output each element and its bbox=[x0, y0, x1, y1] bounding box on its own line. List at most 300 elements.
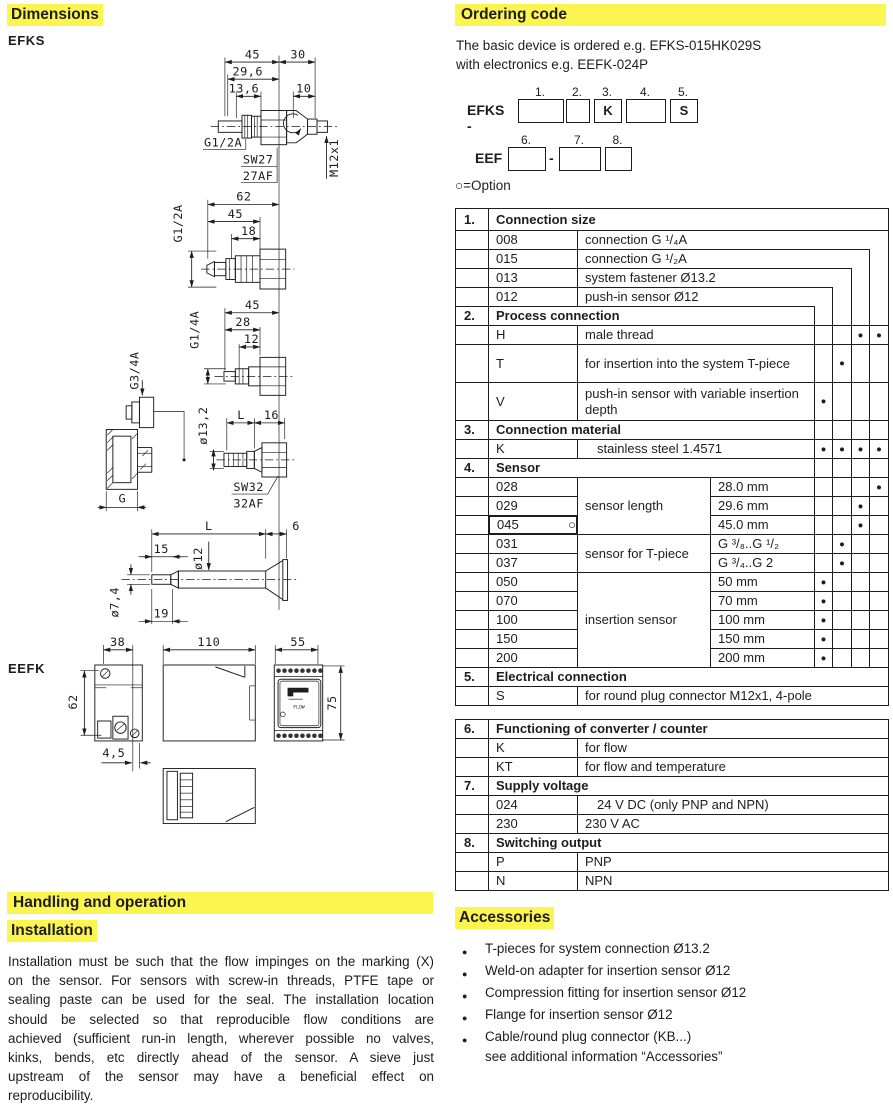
matrix-cell bbox=[852, 459, 870, 478]
matrix-cell bbox=[870, 592, 889, 611]
table-section-row bbox=[456, 459, 889, 478]
row-number-cell: 1. bbox=[456, 209, 489, 231]
description-cell: PNP bbox=[578, 853, 889, 872]
table-row bbox=[456, 815, 889, 834]
code-value: 045 bbox=[497, 517, 519, 532]
dim-4-5: 4,5 bbox=[102, 746, 126, 761]
eefk-converter-drawings bbox=[66, 635, 345, 824]
accessory-item bbox=[455, 1029, 885, 1045]
row-number-cell bbox=[456, 853, 489, 872]
ordering-matrix-table bbox=[455, 208, 889, 706]
code-cell: 070 bbox=[489, 592, 578, 611]
matrix-cell bbox=[870, 649, 889, 668]
matrix-cell bbox=[833, 592, 852, 611]
dim-6: 6 bbox=[292, 519, 300, 534]
code-cell: 013 bbox=[489, 269, 578, 288]
code-cell: 031 bbox=[489, 535, 578, 554]
code-cell: P bbox=[489, 853, 578, 872]
eefk-drawing-label: EEFK bbox=[8, 661, 46, 676]
table-row bbox=[456, 478, 889, 497]
row-number-cell bbox=[456, 592, 489, 611]
row-number-cell bbox=[456, 630, 489, 649]
efks-sensor-drawing-g14 bbox=[187, 298, 294, 395]
matrix-cell bbox=[815, 288, 833, 307]
accessories-heading: Accessories bbox=[455, 907, 554, 929]
table-section-row bbox=[456, 668, 889, 687]
matrix-cell bbox=[852, 231, 870, 250]
label-27af: 27AF bbox=[242, 168, 274, 183]
matrix-cell bbox=[852, 421, 870, 440]
matrix-cell bbox=[815, 516, 833, 535]
code-cell: S bbox=[489, 687, 578, 706]
code-box bbox=[518, 99, 564, 123]
accessories-list bbox=[455, 941, 885, 1071]
dim-15: 15 bbox=[153, 541, 169, 556]
dim-110: 110 bbox=[197, 634, 221, 649]
matrix-cell bbox=[833, 573, 852, 592]
matrix-cell bbox=[870, 269, 889, 288]
label-sw27: SW27 bbox=[242, 152, 274, 167]
matrix-cell bbox=[870, 554, 889, 573]
row-number-cell bbox=[456, 497, 489, 516]
row-number-cell bbox=[456, 288, 489, 307]
description-cell: system fastener Ø13.2 bbox=[578, 269, 815, 288]
ordering-table-2 bbox=[455, 719, 889, 891]
section-title-cell: Switching output bbox=[489, 834, 889, 853]
sensor-value-cell: 200 mm bbox=[711, 649, 815, 668]
table-row bbox=[456, 573, 889, 592]
code-cell: 230 bbox=[489, 815, 578, 834]
matrix-cell bbox=[833, 269, 852, 288]
ordering-code-heading: Ordering code bbox=[455, 4, 886, 26]
matrix-cell bbox=[833, 516, 852, 535]
table-section-row bbox=[456, 720, 889, 739]
code-cell: 024 bbox=[489, 796, 578, 815]
matrix-cell bbox=[852, 288, 870, 307]
dim-55: 55 bbox=[290, 634, 306, 649]
installation-line: reproducibility. bbox=[8, 1088, 94, 1104]
sensor-value-cell: 50 mm bbox=[711, 573, 815, 592]
t-piece-and-fastener-drawing bbox=[98, 352, 296, 512]
matrix-cell bbox=[815, 421, 833, 440]
handling-heading: Handling and operation bbox=[7, 892, 433, 914]
label-g12a-2: G1/2A bbox=[171, 204, 186, 243]
code-box-number: 2. bbox=[571, 85, 582, 99]
row-number-cell: 3. bbox=[456, 421, 489, 440]
accessory-text: Flange for insertion sensor Ø12 bbox=[485, 1007, 673, 1022]
sensor-value-cell: 150 mm bbox=[711, 630, 815, 649]
accessory-text: Weld-on adapter for insertion sensor Ø12 bbox=[485, 963, 731, 978]
matrix-dot-cell: ● bbox=[852, 326, 870, 345]
accessory-text: Compression fitting for insertion sensor Ø12 bbox=[485, 985, 747, 1000]
table-section-row bbox=[456, 209, 889, 231]
dim-75: 75 bbox=[324, 695, 339, 711]
row-number-cell bbox=[456, 815, 489, 834]
sensor-group-cell: sensor for T-piece bbox=[578, 535, 711, 573]
table-section-row bbox=[456, 834, 889, 853]
code-box: S bbox=[670, 99, 698, 123]
description-cell: push-in sensor Ø12 bbox=[578, 288, 815, 307]
intro-line: with electronics e.g. EEFK-024P bbox=[456, 57, 649, 73]
code-box-number: 5. bbox=[677, 85, 688, 99]
installation-line: Installation must be such that the flow impinges on the marking (X) bbox=[8, 954, 434, 969]
matrix-dot-cell: ● bbox=[815, 440, 833, 459]
dim-12: 12 bbox=[243, 332, 260, 347]
efks-drawing-label: EFKS bbox=[8, 33, 46, 48]
ordering-table-1 bbox=[455, 208, 889, 706]
code-cell: 100 bbox=[489, 611, 578, 630]
row-number-cell: 5. bbox=[456, 668, 489, 687]
code-cell: T bbox=[489, 345, 578, 383]
matrix-dot-cell: ● bbox=[815, 630, 833, 649]
matrix-cell bbox=[815, 459, 833, 478]
table-row bbox=[456, 250, 889, 269]
installation-line: kinks, bends, etc directly ahead of the sensor. A sieve just bbox=[8, 1050, 434, 1066]
code-box-number: 3. bbox=[601, 85, 612, 99]
code-cell: 050 bbox=[489, 573, 578, 592]
code-box bbox=[605, 147, 632, 171]
matrix-dot-cell: ● bbox=[833, 345, 852, 383]
matrix-dot-cell: ● bbox=[815, 383, 833, 421]
bullet-icon: ● bbox=[462, 1013, 468, 1023]
description-cell: for flow and temperature bbox=[578, 758, 889, 777]
matrix-cell bbox=[852, 307, 870, 326]
table-row bbox=[456, 758, 889, 777]
matrix-cell bbox=[870, 611, 889, 630]
installation-paragraph bbox=[8, 952, 434, 1106]
row-number-cell bbox=[456, 554, 489, 573]
row-number-cell bbox=[456, 516, 489, 535]
matrix-cell bbox=[870, 535, 889, 554]
section-title-cell: Connection material bbox=[489, 421, 815, 440]
row-number-cell bbox=[456, 440, 489, 459]
label-g12a: G1/2A bbox=[204, 135, 243, 150]
row-number-cell: 6. bbox=[456, 720, 489, 739]
row-number-cell bbox=[456, 872, 489, 891]
row-number-cell: 4. bbox=[456, 459, 489, 478]
dim-28: 28 bbox=[235, 315, 251, 330]
table-row bbox=[456, 326, 889, 345]
matrix-cell bbox=[852, 383, 870, 421]
matrix-cell bbox=[833, 383, 852, 421]
label-dia-13-2: ø13,2 bbox=[195, 406, 210, 445]
code-cell: K bbox=[489, 440, 578, 459]
label-m12x1: M12x1 bbox=[326, 138, 341, 177]
table-row bbox=[456, 853, 889, 872]
installation-line: sealing paste can be used for the seal. The installation location bbox=[8, 992, 434, 1008]
matrix-cell bbox=[870, 288, 889, 307]
label-32af: 32AF bbox=[233, 496, 264, 511]
code-cell: KT bbox=[489, 758, 578, 777]
matrix-cell bbox=[815, 478, 833, 497]
code-box bbox=[626, 99, 666, 123]
ordering-electronics-table bbox=[455, 719, 889, 891]
row-number-cell bbox=[456, 573, 489, 592]
matrix-cell bbox=[852, 535, 870, 554]
description-cell: for insertion into the system T-piece bbox=[578, 345, 815, 383]
matrix-cell bbox=[815, 345, 833, 383]
label-g14a: G1/4A bbox=[187, 310, 202, 349]
matrix-cell bbox=[833, 421, 852, 440]
matrix-cell bbox=[833, 459, 852, 478]
code-cell: H bbox=[489, 326, 578, 345]
label-flow: FLOW bbox=[293, 705, 305, 711]
insertion-sensor-drawing bbox=[108, 519, 300, 624]
matrix-cell bbox=[815, 250, 833, 269]
matrix-cell bbox=[833, 209, 852, 231]
accessory-item bbox=[455, 963, 885, 979]
code-box bbox=[559, 147, 601, 171]
matrix-cell bbox=[870, 630, 889, 649]
description-cell: for flow bbox=[578, 739, 889, 758]
section-title-cell: Electrical connection bbox=[489, 668, 889, 687]
ordering-intro bbox=[456, 36, 876, 74]
sensor-value-cell: 70 mm bbox=[711, 592, 815, 611]
code-box-number: 7. bbox=[573, 133, 584, 147]
matrix-cell bbox=[852, 478, 870, 497]
row-number-cell bbox=[456, 739, 489, 758]
matrix-cell bbox=[870, 459, 889, 478]
dim-19: 19 bbox=[153, 606, 169, 621]
dim-10: 10 bbox=[296, 81, 312, 96]
bullet-icon: ● bbox=[462, 947, 468, 957]
matrix-cell bbox=[815, 554, 833, 573]
matrix-cell bbox=[852, 630, 870, 649]
matrix-cell bbox=[852, 250, 870, 269]
description-cell: 24 V DC (only PNP and NPN) bbox=[578, 796, 889, 815]
sensor-value-cell: G ³/₈..G ¹/₂ bbox=[711, 535, 815, 554]
matrix-cell bbox=[833, 649, 852, 668]
row-number-cell bbox=[456, 687, 489, 706]
code-cell: 037 bbox=[489, 554, 578, 573]
code-box bbox=[508, 147, 546, 171]
sensor-group-cell: insertion sensor bbox=[578, 573, 711, 668]
installation-heading: Installation bbox=[7, 920, 97, 942]
table-row bbox=[456, 269, 889, 288]
row-number-cell bbox=[456, 326, 489, 345]
matrix-cell bbox=[852, 611, 870, 630]
sensor-group-cell: sensor length bbox=[578, 478, 711, 535]
matrix-cell bbox=[852, 554, 870, 573]
option-circle-icon: ○ bbox=[568, 517, 576, 532]
table-row bbox=[456, 440, 889, 459]
matrix-cell bbox=[833, 630, 852, 649]
sensor-value-cell: 29.6 mm bbox=[711, 497, 815, 516]
matrix-dot-cell: ● bbox=[852, 497, 870, 516]
table-row bbox=[456, 288, 889, 307]
table-row bbox=[456, 345, 889, 383]
matrix-cell bbox=[815, 209, 833, 231]
matrix-cell bbox=[870, 383, 889, 421]
matrix-cell bbox=[870, 231, 889, 250]
label-g: G bbox=[118, 491, 127, 506]
dim-16: 16 bbox=[263, 408, 280, 423]
matrix-cell bbox=[815, 497, 833, 516]
description-cell: male thread bbox=[578, 326, 815, 345]
row-number-cell bbox=[456, 231, 489, 250]
efks-prefix: EFKS - bbox=[467, 102, 505, 134]
dim-62: 62 bbox=[236, 189, 252, 204]
sensor-value-cell: 100 mm bbox=[711, 611, 815, 630]
matrix-cell bbox=[833, 497, 852, 516]
code-cell: 015 bbox=[489, 250, 578, 269]
matrix-cell bbox=[833, 326, 852, 345]
code-cell bbox=[489, 516, 577, 534]
dim-45: 45 bbox=[244, 47, 261, 62]
code-cell: 028 bbox=[489, 478, 578, 497]
code-cell: V bbox=[489, 383, 578, 421]
code-cell: 200 bbox=[489, 649, 578, 668]
row-number-cell bbox=[456, 383, 489, 421]
row-number-cell bbox=[456, 649, 489, 668]
matrix-dot-cell: ● bbox=[815, 611, 833, 630]
row-number-cell: 7. bbox=[456, 777, 489, 796]
row-number-cell bbox=[456, 478, 489, 497]
option-note: ○=Option bbox=[455, 178, 511, 193]
accessory-item bbox=[455, 941, 885, 957]
dim-30: 30 bbox=[290, 47, 306, 62]
label-dia-7-4: ø7,4 bbox=[107, 587, 122, 618]
matrix-dot-cell: ● bbox=[833, 440, 852, 459]
description-cell: connection G ¹/₄A bbox=[578, 231, 815, 250]
code-cell: 029 bbox=[489, 497, 578, 516]
matrix-cell bbox=[852, 592, 870, 611]
dim-29-6: 29,6 bbox=[232, 64, 263, 79]
matrix-cell bbox=[833, 288, 852, 307]
accessory-item bbox=[455, 1007, 885, 1023]
matrix-dot-cell: ● bbox=[833, 535, 852, 554]
matrix-cell bbox=[815, 307, 833, 326]
matrix-dot-cell: ● bbox=[815, 649, 833, 668]
row-number-cell: 8. bbox=[456, 834, 489, 853]
accessory-text: T-pieces for system connection Ø13.2 bbox=[485, 941, 710, 956]
dim-L: L bbox=[237, 408, 245, 423]
matrix-dot-cell: ● bbox=[852, 516, 870, 535]
matrix-cell bbox=[852, 209, 870, 231]
code-cell: N bbox=[489, 872, 578, 891]
matrix-cell bbox=[833, 231, 852, 250]
row-number-cell bbox=[456, 758, 489, 777]
matrix-cell bbox=[815, 326, 833, 345]
row-number-cell bbox=[456, 535, 489, 554]
matrix-cell bbox=[870, 497, 889, 516]
accessory-subtext: see additional information “Accessories” bbox=[485, 1049, 723, 1064]
intro-line: The basic device is ordered e.g. EFKS-015HK029S bbox=[456, 38, 762, 53]
matrix-cell bbox=[870, 516, 889, 535]
accessory-text: Cable/round plug connector (KB...) bbox=[485, 1029, 692, 1044]
table-row bbox=[456, 872, 889, 891]
efks-sensor-drawing-main bbox=[203, 47, 341, 183]
code-box-number: 4. bbox=[639, 85, 650, 99]
matrix-cell bbox=[833, 611, 852, 630]
dimension-drawings bbox=[0, 45, 446, 890]
matrix-cell bbox=[815, 535, 833, 554]
matrix-dot-cell: ● bbox=[815, 573, 833, 592]
installation-line: on the sensor. For sensors with screw-in threads, PTFE tape or bbox=[8, 973, 434, 989]
table-row bbox=[456, 535, 889, 554]
dim-38: 38 bbox=[110, 634, 126, 649]
eef-separator: - bbox=[549, 150, 554, 166]
matrix-dot-cell: ● bbox=[870, 440, 889, 459]
table-row bbox=[456, 796, 889, 815]
matrix-dot-cell: ● bbox=[870, 326, 889, 345]
matrix-cell bbox=[833, 307, 852, 326]
description-cell: push-in sensor with variable insertion depth bbox=[578, 383, 815, 421]
code-cell: 008 bbox=[489, 231, 578, 250]
matrix-dot-cell: ● bbox=[815, 592, 833, 611]
dim-18: 18 bbox=[241, 223, 257, 238]
code-box-number: 1. bbox=[534, 85, 545, 99]
dim-62b: 62 bbox=[65, 694, 80, 710]
row-number-cell bbox=[456, 250, 489, 269]
installation-line: upstream of the sensor may have a beneficial effect on bbox=[8, 1069, 434, 1085]
description-cell: stainless steel 1.4571 bbox=[578, 440, 815, 459]
table-row bbox=[456, 739, 889, 758]
table-section-row bbox=[456, 421, 889, 440]
description-cell: for round plug connector M12x1, 4-pole bbox=[578, 687, 889, 706]
installation-line: should be selected so that reproducible flow conditions are bbox=[8, 1011, 434, 1027]
matrix-dot-cell: ● bbox=[852, 440, 870, 459]
row-number-cell bbox=[456, 611, 489, 630]
sensor-value-cell: 45.0 mm bbox=[711, 516, 815, 535]
description-cell: connection G ¹/₂A bbox=[578, 250, 815, 269]
section-title-cell: Connection size bbox=[489, 209, 815, 231]
dimensions-heading: Dimensions bbox=[7, 4, 103, 26]
label-dia-12: ø12 bbox=[191, 547, 206, 571]
dim-13-6: 13,6 bbox=[228, 81, 260, 96]
matrix-cell bbox=[815, 231, 833, 250]
label-sw32: SW32 bbox=[233, 480, 264, 495]
table-section-row bbox=[456, 307, 889, 326]
matrix-cell bbox=[833, 250, 852, 269]
dim-L2: L bbox=[204, 519, 213, 534]
description-cell: 230 V AC bbox=[578, 815, 889, 834]
row-number-cell: 2. bbox=[456, 307, 489, 326]
table-section-row bbox=[456, 777, 889, 796]
bullet-icon: ● bbox=[462, 1035, 468, 1045]
matrix-cell bbox=[852, 573, 870, 592]
code-box bbox=[566, 99, 590, 123]
section-title-cell: Supply voltage bbox=[489, 777, 889, 796]
matrix-cell bbox=[852, 269, 870, 288]
sensor-value-cell: 28.0 mm bbox=[711, 478, 815, 497]
row-number-cell bbox=[456, 269, 489, 288]
dim-45b: 45 bbox=[227, 206, 243, 221]
matrix-dot-cell: ● bbox=[833, 554, 852, 573]
section-title-cell: Sensor bbox=[489, 459, 815, 478]
row-number-cell bbox=[456, 345, 489, 383]
dim-45c: 45 bbox=[244, 297, 261, 312]
code-cell: K bbox=[489, 739, 578, 758]
matrix-cell bbox=[870, 307, 889, 326]
matrix-cell bbox=[852, 345, 870, 383]
row-number-cell bbox=[456, 796, 489, 815]
matrix-dot-cell: ● bbox=[870, 478, 889, 497]
matrix-cell bbox=[870, 573, 889, 592]
table-row bbox=[456, 383, 889, 421]
label-g34a: G3/4A bbox=[127, 351, 142, 390]
table-row bbox=[456, 687, 889, 706]
matrix-cell bbox=[870, 209, 889, 231]
sensor-value-cell: G ³/₄..G 2 bbox=[711, 554, 815, 573]
section-title-cell: Functioning of converter / counter bbox=[489, 720, 889, 739]
code-box: K bbox=[594, 99, 622, 123]
matrix-cell bbox=[870, 345, 889, 383]
eef-prefix: EEF bbox=[475, 150, 503, 166]
matrix-cell bbox=[833, 478, 852, 497]
matrix-cell bbox=[870, 250, 889, 269]
accessory-item bbox=[455, 985, 885, 1001]
